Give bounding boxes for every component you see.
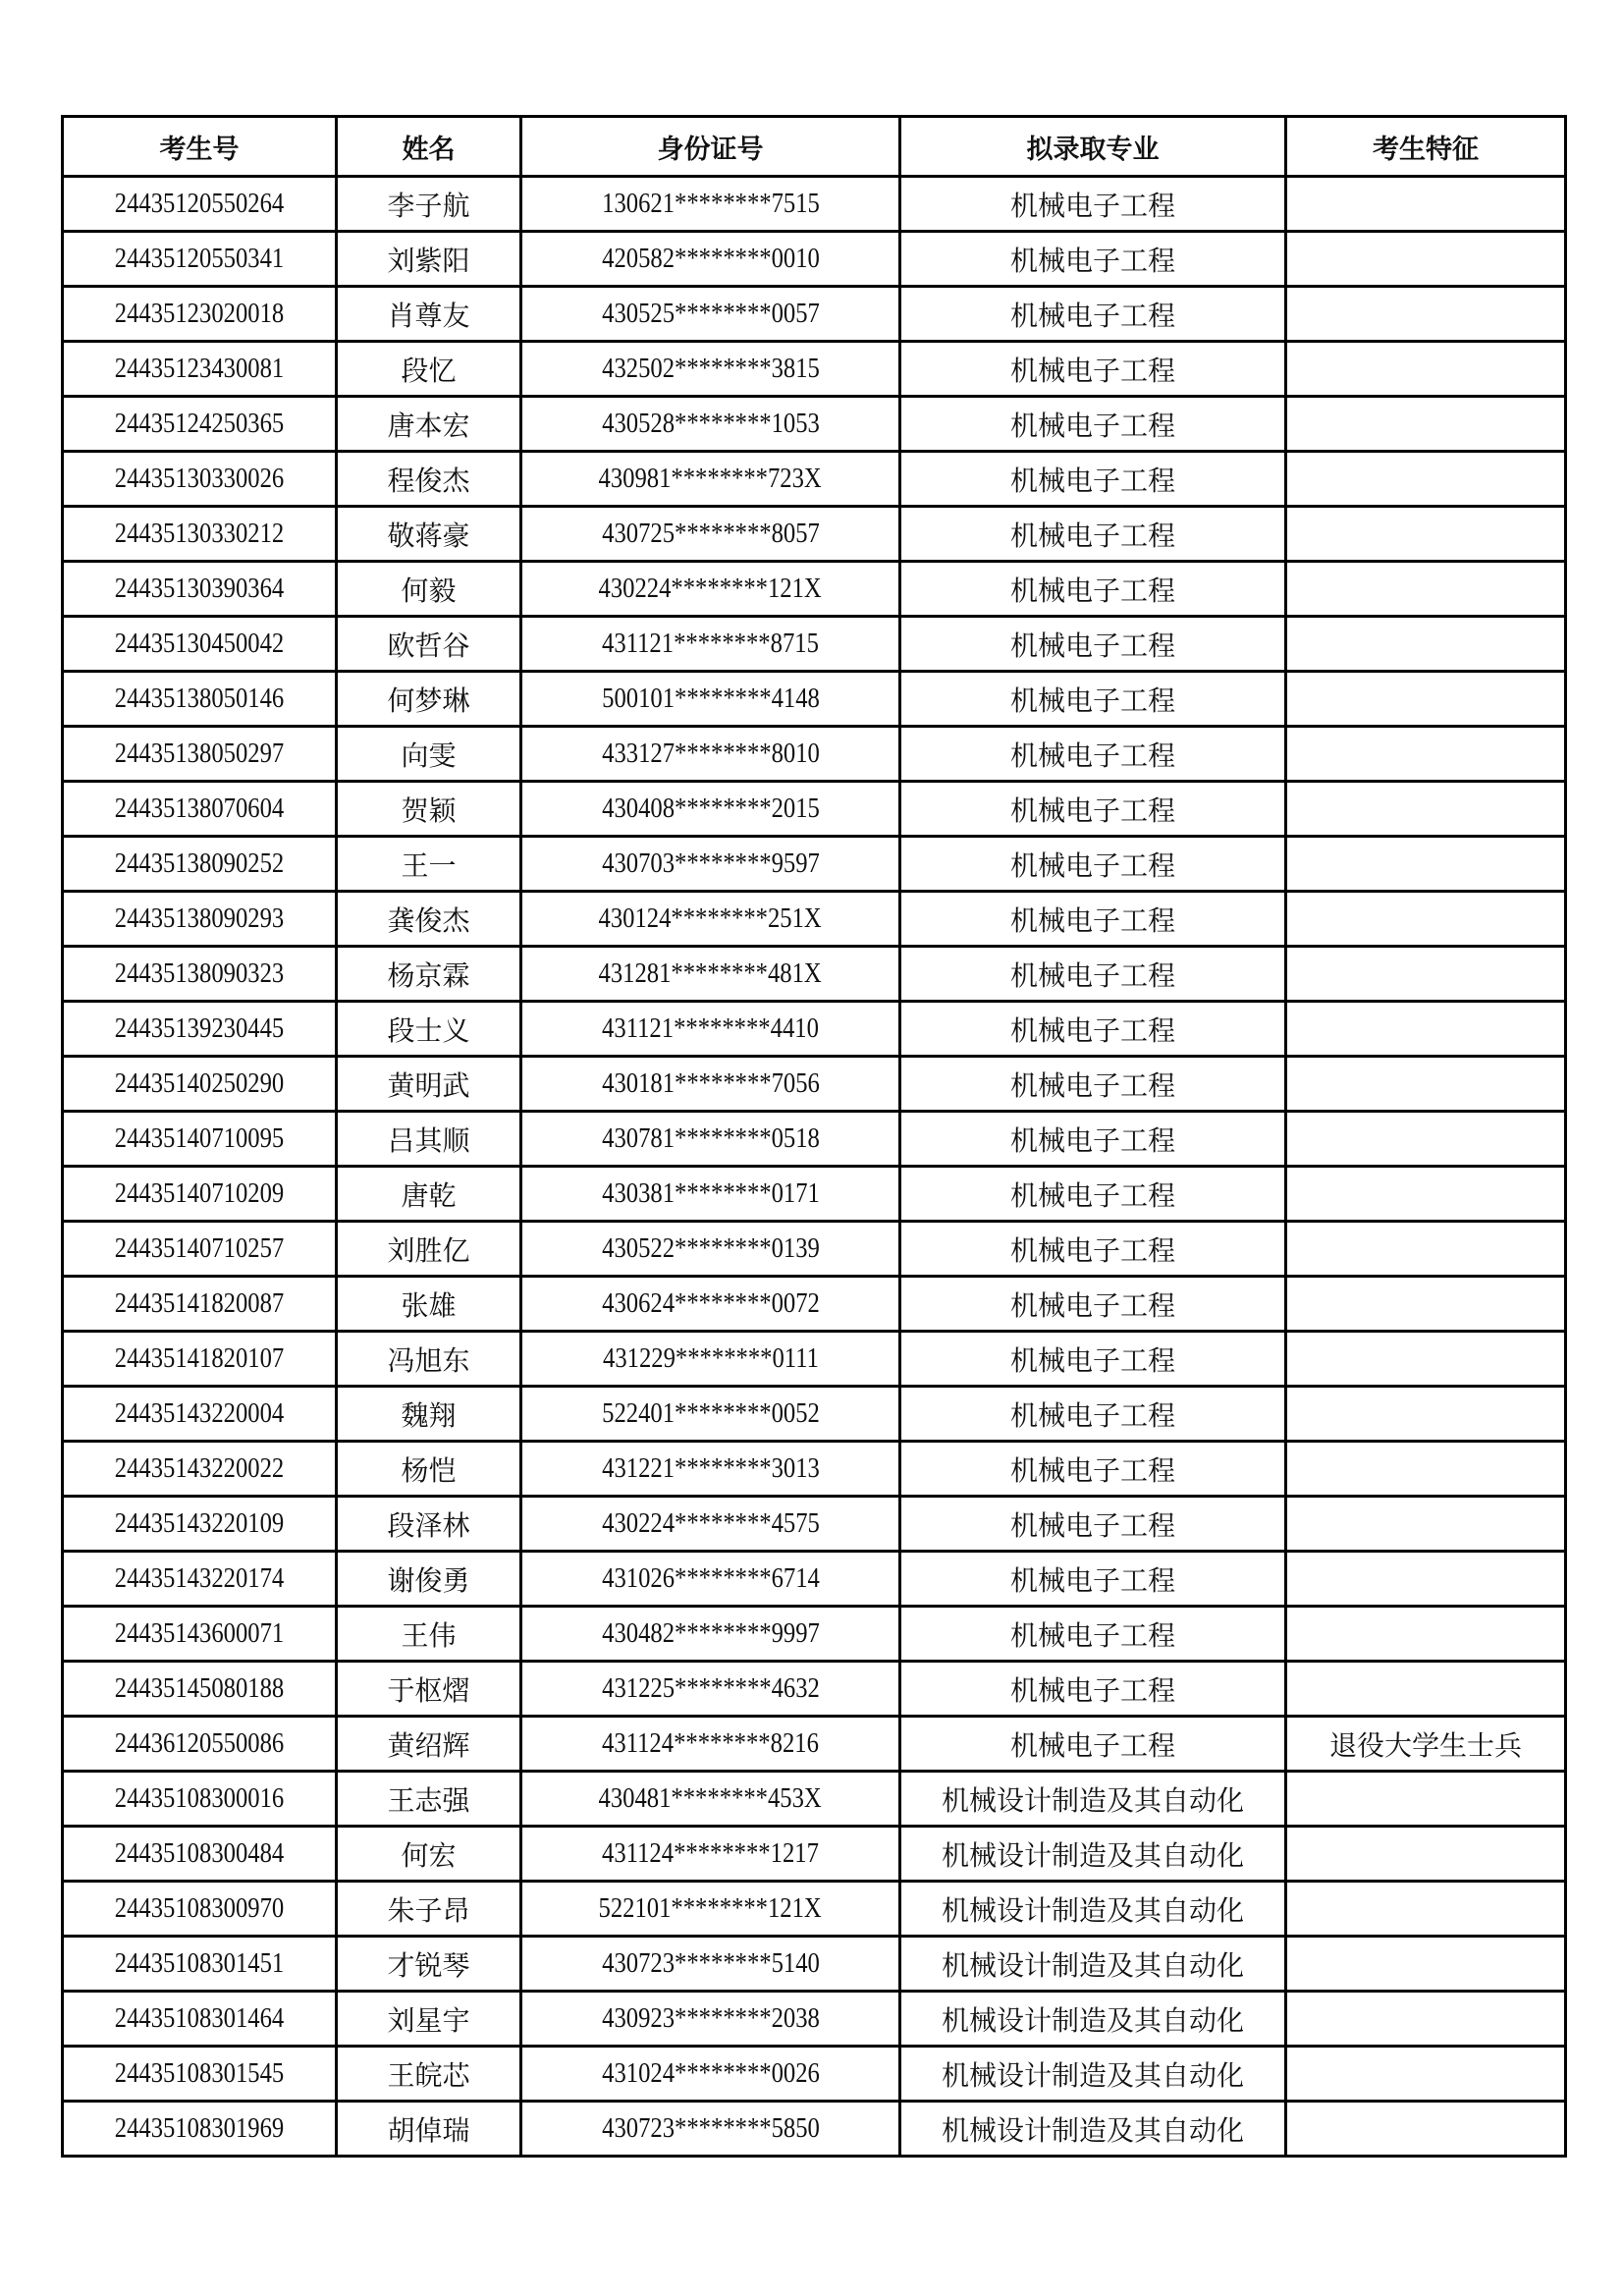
id-number-cell [521,1332,900,1387]
feature-cell [1286,1937,1566,1992]
id-number-cell-text: 430525********0057 [601,298,820,329]
name-cell: 冯旭东 [337,1332,521,1387]
major-cell: 机械设计制造及其自动化 [900,1992,1286,2047]
id-number-cell-text: 431221********3013 [601,1452,820,1484]
major-cell: 机械电子工程 [900,1112,1286,1167]
id-number-cell-text: 430408********2015 [601,793,820,824]
exam-number-cell-text: 24435108301969 [114,2112,285,2144]
table-row [63,507,1566,562]
major-cell: 机械电子工程 [900,507,1286,562]
exam-number-cell-text: 24435120550341 [114,243,285,274]
id-number-cell-text: 431121********4410 [602,1012,819,1044]
name-cell: 刘紫阳 [337,232,521,287]
table-row [63,397,1566,452]
table-row [63,562,1566,617]
header-id-number: 身份证号 [521,117,900,177]
table-row [63,1002,1566,1057]
id-number-cell [521,2047,900,2102]
exam-number-cell-text: 24435124250365 [114,408,285,439]
feature-cell [1286,177,1566,232]
table-row [63,1442,1566,1497]
id-number-cell-text: 420582********0010 [601,243,820,274]
id-number-cell-text: 430224********121X [598,573,823,604]
exam-number-cell [63,727,337,782]
major-cell: 机械电子工程 [900,892,1286,947]
exam-number-cell-text: 24435138090252 [114,847,285,879]
exam-number-cell-text: 24435143220022 [114,1452,285,1484]
name-cell: 段泽林 [337,1497,521,1552]
feature-cell [1286,727,1566,782]
name-cell: 王志强 [337,1772,521,1827]
major-cell: 机械电子工程 [900,1497,1286,1552]
major-cell: 机械电子工程 [900,1167,1286,1222]
table-row [63,782,1566,837]
feature-cell [1286,1882,1566,1937]
exam-number-cell-text: 24435108301545 [114,2057,285,2089]
exam-number-cell [63,1552,337,1607]
exam-number-cell-text: 24435108301464 [114,2002,285,2034]
id-number-cell [521,562,900,617]
id-number-cell-text: 430781********0518 [601,1122,820,1154]
name-cell: 何梦琳 [337,672,521,727]
name-cell: 黄明武 [337,1057,521,1112]
exam-number-cell [63,1112,337,1167]
table-row [63,177,1566,232]
id-number-cell [521,1112,900,1167]
name-cell: 程俊杰 [337,452,521,507]
id-number-cell-text: 522401********0052 [601,1397,820,1429]
feature-cell [1286,1497,1566,1552]
table-row [63,1057,1566,1112]
feature-cell [1286,837,1566,892]
feature-cell [1286,1387,1566,1442]
exam-number-cell-text: 24435138070604 [114,793,285,824]
major-cell: 机械设计制造及其自动化 [900,2047,1286,2102]
header-exam-number: 考生号 [63,117,337,177]
id-number-cell-text: 431281********481X [598,957,823,989]
feature-cell [1286,1992,1566,2047]
table-row [63,1607,1566,1662]
exam-number-cell [63,1442,337,1497]
name-cell: 魏翔 [337,1387,521,1442]
exam-number-cell-text: 24435145080188 [114,1672,285,1704]
major-cell: 机械电子工程 [900,1717,1286,1772]
exam-number-cell-text: 24436120550086 [114,1727,285,1759]
exam-number-cell-text: 24435140710257 [114,1232,285,1264]
table-row [63,1662,1566,1717]
major-cell: 机械设计制造及其自动化 [900,1827,1286,1882]
id-number-cell [521,892,900,947]
table-row [63,287,1566,342]
major-cell: 机械电子工程 [900,727,1286,782]
name-cell: 段士义 [337,1002,521,1057]
feature-cell [1286,947,1566,1002]
exam-number-cell-text: 24435130330212 [114,518,285,549]
table-row [63,2047,1566,2102]
feature-cell [1286,1277,1566,1332]
exam-number-cell [63,1167,337,1222]
feature-cell [1286,2047,1566,2102]
exam-number-cell [63,287,337,342]
id-number-cell-text: 430723********5140 [601,1947,820,1979]
id-number-cell-text: 522101********121X [598,1892,823,1924]
header-major: 拟录取专业 [900,117,1286,177]
id-number-cell-text: 431225********4632 [601,1672,820,1704]
id-number-cell [521,727,900,782]
exam-number-cell-text: 24435140710095 [114,1122,285,1154]
table-body [63,177,1566,2157]
name-cell: 胡倬瑞 [337,2102,521,2157]
table-row [63,1497,1566,1552]
feature-cell [1286,287,1566,342]
exam-number-cell [63,1772,337,1827]
exam-number-cell [63,232,337,287]
exam-number-cell [63,1717,337,1772]
major-cell: 机械电子工程 [900,287,1286,342]
id-number-cell-text: 430124********251X [598,902,823,934]
major-cell: 机械电子工程 [900,1387,1286,1442]
major-cell: 机械电子工程 [900,617,1286,672]
id-number-cell [521,1442,900,1497]
header-row [63,117,1566,177]
feature-cell [1286,892,1566,947]
exam-number-cell-text: 24435140710209 [114,1177,285,1209]
major-cell: 机械设计制造及其自动化 [900,1772,1286,1827]
exam-number-cell-text: 24435143600071 [114,1617,285,1649]
id-number-cell [521,342,900,397]
name-cell: 贺颖 [337,782,521,837]
feature-cell [1286,1827,1566,1882]
exam-number-cell-text: 24435141820107 [114,1342,285,1374]
table-row [63,1112,1566,1167]
id-number-cell-text: 430224********4575 [601,1507,820,1539]
feature-cell [1286,232,1566,287]
id-number-cell-text: 130621********7515 [601,188,820,219]
name-cell: 吕其顺 [337,1112,521,1167]
table-row [63,837,1566,892]
table-row [63,617,1566,672]
id-number-cell-text: 430981********723X [598,463,823,494]
name-cell: 龚俊杰 [337,892,521,947]
id-number-cell [521,1387,900,1442]
id-number-cell-text: 432502********3815 [601,353,820,384]
table-row [63,672,1566,727]
feature-cell [1286,507,1566,562]
exam-number-cell [63,672,337,727]
feature-cell [1286,1112,1566,1167]
major-cell: 机械电子工程 [900,232,1286,287]
name-cell: 唐乾 [337,1167,521,1222]
exam-number-cell [63,1387,337,1442]
id-number-cell [521,1222,900,1277]
name-cell: 杨京霖 [337,947,521,1002]
exam-number-cell-text: 24435140250290 [114,1067,285,1099]
table-row [63,947,1566,1002]
exam-number-cell [63,342,337,397]
id-number-cell [521,1002,900,1057]
id-number-cell-text: 430703********9597 [601,847,820,879]
id-number-cell-text: 430528********1053 [601,408,820,439]
exam-number-cell [63,452,337,507]
exam-number-cell [63,782,337,837]
exam-number-cell [63,617,337,672]
name-cell: 才锐琴 [337,1937,521,1992]
header-feature: 考生特征 [1286,117,1566,177]
name-cell: 段忆 [337,342,521,397]
id-number-cell-text: 430181********7056 [601,1067,820,1099]
exam-number-cell [63,1002,337,1057]
exam-number-cell [63,1057,337,1112]
major-cell: 机械电子工程 [900,177,1286,232]
exam-number-cell [63,1497,337,1552]
table-row [63,342,1566,397]
feature-cell [1286,1772,1566,1827]
feature-cell [1286,782,1566,837]
major-cell: 机械电子工程 [900,1662,1286,1717]
id-number-cell [521,452,900,507]
major-cell: 机械电子工程 [900,452,1286,507]
exam-number-cell [63,1992,337,2047]
name-cell: 黄绍辉 [337,1717,521,1772]
exam-number-cell-text: 24435138050297 [114,738,285,769]
exam-number-cell-text: 24435138090323 [114,957,285,989]
major-cell: 机械电子工程 [900,1442,1286,1497]
table-row [63,727,1566,782]
id-number-cell [521,397,900,452]
exam-number-cell [63,1222,337,1277]
exam-number-cell [63,1882,337,1937]
table-row [63,1552,1566,1607]
feature-cell [1286,1057,1566,1112]
id-number-cell-text: 431121********8715 [602,628,819,659]
exam-number-cell-text: 24435138050146 [114,683,285,714]
exam-number-cell [63,947,337,1002]
exam-number-cell [63,177,337,232]
id-number-cell [521,617,900,672]
id-number-cell [521,672,900,727]
table-row [63,1937,1566,1992]
major-cell: 机械电子工程 [900,1222,1286,1277]
id-number-cell [521,1167,900,1222]
table-row [63,1882,1566,1937]
id-number-cell [521,1992,900,2047]
id-number-cell-text: 431026********6714 [601,1562,820,1594]
major-cell: 机械电子工程 [900,782,1286,837]
id-number-cell-text: 430522********0139 [601,1232,820,1264]
id-number-cell-text: 431229********0111 [602,1342,819,1374]
major-cell: 机械电子工程 [900,672,1286,727]
id-number-cell [521,1717,900,1772]
exam-number-cell-text: 24435108300484 [114,1837,285,1869]
id-number-cell [521,177,900,232]
exam-number-cell-text: 24435120550264 [114,188,285,219]
feature-cell [1286,1607,1566,1662]
id-number-cell-text: 500101********4148 [601,683,820,714]
exam-number-cell-text: 24435108301451 [114,1947,285,1979]
id-number-cell-text: 430723********5850 [601,2112,820,2144]
id-number-cell [521,1772,900,1827]
id-number-cell-text: 430381********0171 [601,1177,820,1209]
table-row [63,1992,1566,2047]
table-row [63,1772,1566,1827]
feature-cell [1286,562,1566,617]
id-number-cell-text: 430624********0072 [601,1287,820,1319]
name-cell: 欧哲谷 [337,617,521,672]
name-cell: 杨恺 [337,1442,521,1497]
exam-number-cell [63,397,337,452]
name-cell: 于枢熠 [337,1662,521,1717]
name-cell: 肖尊友 [337,287,521,342]
exam-number-cell [63,2102,337,2157]
name-cell: 谢俊勇 [337,1552,521,1607]
feature-cell [1286,1222,1566,1277]
name-cell: 唐本宏 [337,397,521,452]
table-row [63,452,1566,507]
exam-number-cell-text: 24435123430081 [114,353,285,384]
major-cell: 机械电子工程 [900,1057,1286,1112]
exam-number-cell [63,1827,337,1882]
exam-number-cell-text: 24435139230445 [114,1012,285,1044]
major-cell: 机械设计制造及其自动化 [900,1937,1286,1992]
table-row [63,1332,1566,1387]
feature-cell [1286,342,1566,397]
name-cell: 何毅 [337,562,521,617]
name-cell: 李子航 [337,177,521,232]
major-cell: 机械电子工程 [900,342,1286,397]
exam-number-cell-text: 24435143220174 [114,1562,285,1594]
exam-number-cell [63,1937,337,1992]
id-number-cell [521,837,900,892]
name-cell: 王皖芯 [337,2047,521,2102]
id-number-cell-text: 433127********8010 [601,738,820,769]
feature-cell [1286,1167,1566,1222]
id-number-cell [521,1607,900,1662]
major-cell: 机械电子工程 [900,837,1286,892]
feature-cell [1286,397,1566,452]
id-number-cell [521,1057,900,1112]
name-cell: 向雯 [337,727,521,782]
major-cell: 机械电子工程 [900,1332,1286,1387]
exam-number-cell [63,1277,337,1332]
exam-number-cell [63,1332,337,1387]
exam-number-cell-text: 24435130390364 [114,573,285,604]
id-number-cell [521,782,900,837]
major-cell: 机械电子工程 [900,1607,1286,1662]
feature-cell [1286,617,1566,672]
id-number-cell [521,507,900,562]
table-row [63,2102,1566,2157]
major-cell: 机械电子工程 [900,947,1286,1002]
id-number-cell [521,1552,900,1607]
feature-cell [1286,1442,1566,1497]
id-number-cell-text: 430482********9997 [601,1617,820,1649]
major-cell: 机械电子工程 [900,397,1286,452]
exam-number-cell [63,2047,337,2102]
id-number-cell-text: 430725********8057 [601,518,820,549]
major-cell: 机械设计制造及其自动化 [900,2102,1286,2157]
id-number-cell [521,1937,900,1992]
id-number-cell-text: 431124********1217 [602,1837,819,1869]
id-number-cell [521,947,900,1002]
table-row [63,1717,1566,1772]
id-number-cell [521,1497,900,1552]
name-cell: 王伟 [337,1607,521,1662]
major-cell: 机械电子工程 [900,1002,1286,1057]
id-number-cell [521,1277,900,1332]
feature-cell [1286,1552,1566,1607]
table-row [63,892,1566,947]
admission-list-table [61,115,1567,2158]
table-row [63,1167,1566,1222]
name-cell: 刘星宇 [337,1992,521,2047]
exam-number-cell [63,562,337,617]
exam-number-cell [63,892,337,947]
feature-cell [1286,452,1566,507]
exam-number-cell-text: 24435138090293 [114,902,285,934]
feature-cell [1286,1332,1566,1387]
name-cell: 朱子昂 [337,1882,521,1937]
name-cell: 敬蒋豪 [337,507,521,562]
name-cell: 刘胜亿 [337,1222,521,1277]
exam-number-cell-text: 24435108300970 [114,1892,285,1924]
table-row [63,1277,1566,1332]
major-cell: 机械设计制造及其自动化 [900,1882,1286,1937]
name-cell: 王一 [337,837,521,892]
feature-cell [1286,1002,1566,1057]
feature-cell [1286,1662,1566,1717]
id-number-cell [521,232,900,287]
table-row [63,1827,1566,1882]
id-number-cell [521,1827,900,1882]
id-number-cell [521,1662,900,1717]
exam-number-cell-text: 24435143220004 [114,1397,285,1429]
id-number-cell [521,2102,900,2157]
exam-number-cell-text: 24435130450042 [114,628,285,659]
name-cell: 何宏 [337,1827,521,1882]
id-number-cell [521,287,900,342]
exam-number-cell [63,837,337,892]
id-number-cell [521,1882,900,1937]
exam-number-cell-text: 24435130330026 [114,463,285,494]
major-cell: 机械电子工程 [900,1552,1286,1607]
exam-number-cell-text: 24435143220109 [114,1507,285,1539]
feature-cell: 退役大学生士兵 [1286,1717,1566,1772]
feature-cell [1286,672,1566,727]
exam-number-cell [63,1607,337,1662]
exam-number-cell-text: 24435141820087 [114,1287,285,1319]
major-cell: 机械电子工程 [900,562,1286,617]
table-row [63,1387,1566,1442]
exam-number-cell [63,507,337,562]
table-row [63,232,1566,287]
id-number-cell-text: 430481********453X [598,1782,823,1814]
exam-number-cell-text: 24435123020018 [114,298,285,329]
table-row [63,1222,1566,1277]
name-cell: 张雄 [337,1277,521,1332]
id-number-cell-text: 431124********8216 [602,1727,819,1759]
exam-number-cell [63,1662,337,1717]
id-number-cell-text: 430923********2038 [601,2002,820,2034]
major-cell: 机械电子工程 [900,1277,1286,1332]
exam-number-cell-text: 24435108300016 [114,1782,285,1814]
header-name: 姓名 [337,117,521,177]
feature-cell [1286,2102,1566,2157]
id-number-cell-text: 431024********0026 [601,2057,820,2089]
